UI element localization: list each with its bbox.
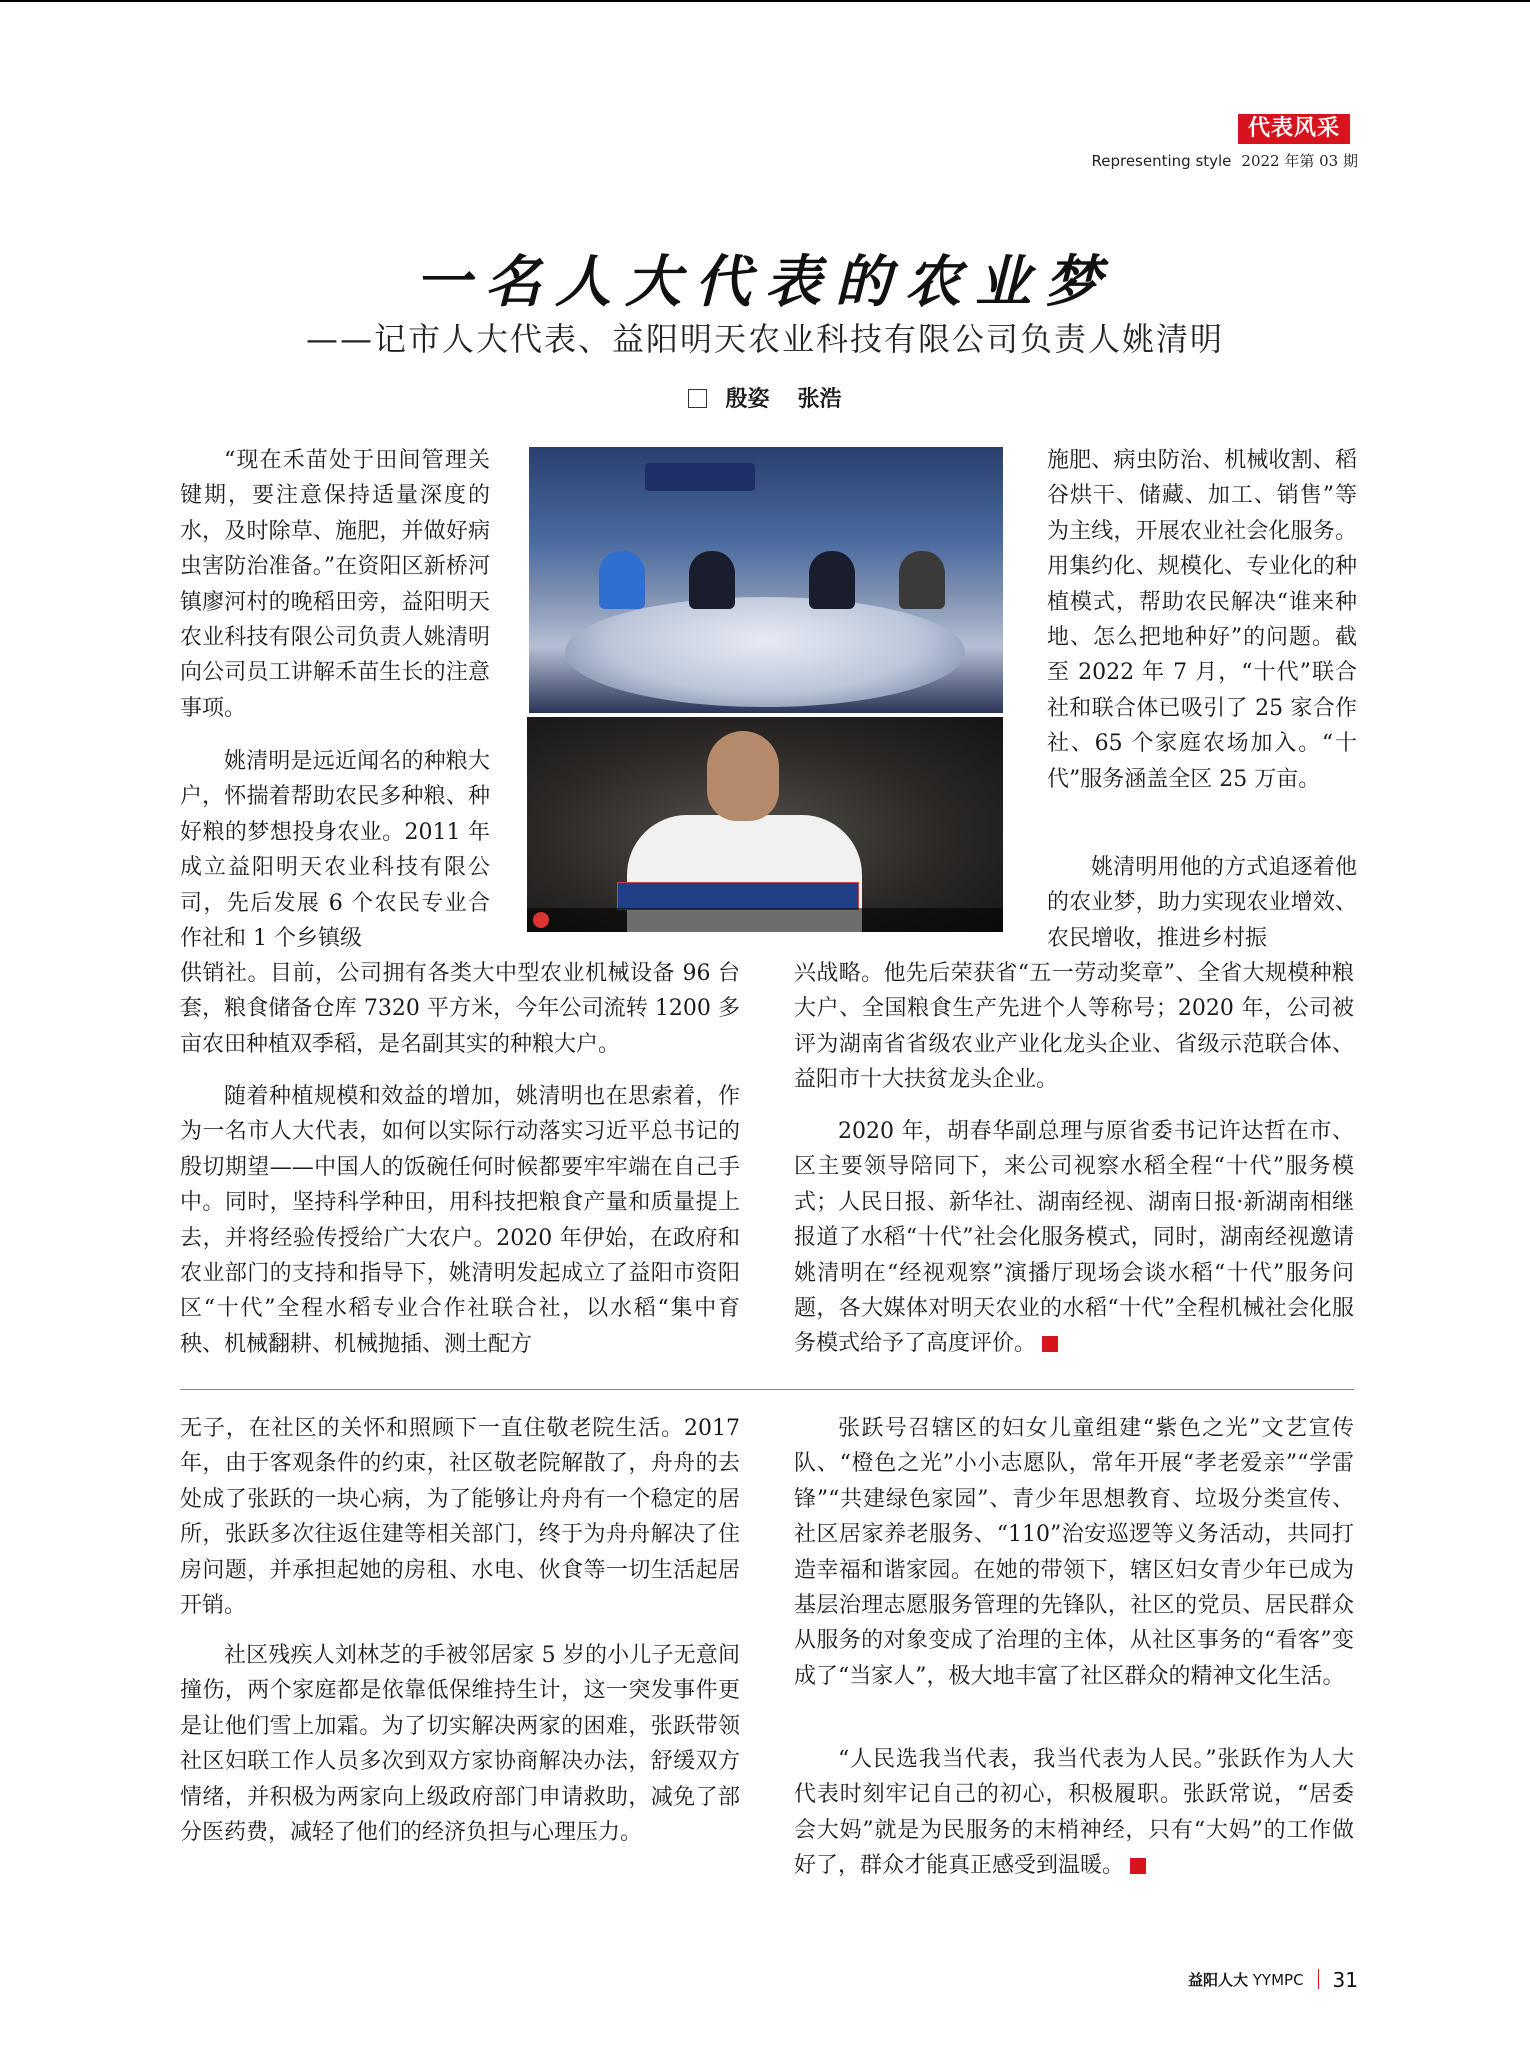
footer-brand: 益阳人大 [1187, 1971, 1248, 1989]
paragraph-visit [794, 1114, 1354, 1362]
byline [0, 382, 1530, 413]
end-mark-icon [1130, 1858, 1146, 1874]
page-footer [1188, 1968, 1358, 1992]
guest-figure [809, 551, 855, 609]
paragraph-service: 施肥、病虫防治、机械收割、稻谷烘干、储藏、加工、销售”等为主线，开展农业社会化服务。用集约化、规模化、专业化的种植模式，帮助农民解决“谁来种地、怎么把地种好”的问题。截至 2022 年 7 月，“十代”联合社和联合体已吸引了 25 家合作社、65 个家庭农场加入。“十代”服务涵盖全区 25 万亩。 [1047, 448, 1357, 792]
paragraph-background: 姚清明是远近闻名的种粮大户，怀揣着帮助农民多种粮、种好粮的梦想投身农业。2011 年成立益阳明天农业科技有限公司，先后发展 6 个农民专业合作社和 1 个乡镇级 [180, 749, 490, 952]
top-rule [0, 0, 1530, 2]
paragraph-intro: “现在禾苗处于田间管理关键期，要注意保持适量深度的水，及时除草、施肥，并做好病虫害防治准备。”在资阳区新桥河镇廖河村的晚稻田旁，益阳明天农业科技有限公司负责人姚清明向公司员工讲解禾苗生长的注意事项。 [180, 448, 490, 721]
issue-number: 2022 年第 03 期 [1241, 152, 1358, 170]
section-divider [180, 1389, 1354, 1390]
article-subtitle: ——记市人大代表、益阳明天农业科技有限公司负责人姚清明 [305, 320, 1224, 358]
interview-photo [527, 717, 1003, 932]
paragraph-dream: 姚清明用他的方式追逐着他的农业梦，助力实现农业增效、农民增收，推进乡村振 [1047, 855, 1357, 951]
author-1: 殷姿 [725, 387, 770, 412]
paragraph-visit-text: 2020 年，胡春华副总理与原省委书记许达哲在市、区主要领导陪同下，来公司视察水稻全程“十代”服务模式；人民日报、新华社、湖南经视、湖南日报·新湖南相继报道了水稻“十代”社会化服务模式，同时，湖南经视邀请姚清明在“经视观察”演播厅现场会谈水稻“十代”服务问题，各大媒体对明天农业的水稻“十代”全程机械社会化服务模式给予了高度评价。 [794, 1119, 1354, 1357]
paragraph-supply: 供销社。目前，公司拥有各类大中型农业机械设备 96 台套，粮食储备仓库 7320 平方米，今年公司流转 1200 多亩农田种植双季稻，是名副其实的种粮大户。 [180, 961, 740, 1057]
page-number: 31 [1332, 1968, 1358, 1992]
paragraph-closing [794, 1742, 1354, 1884]
footer-separator [1318, 1969, 1319, 1989]
tv-studio-photo [529, 447, 1003, 713]
paragraph-closing-text: “人民选我当代表，我当代表为人民。”张跃作为人大代表时刻牢记自己的初心，积极履职。张跃常说，“居委会大妈”就是为民服务的末梢神经，只有“大妈”的工作做好了，群众才能真正感受到温暖。 [794, 1747, 1354, 1879]
article-title: 一名人大代表的农业梦 [415, 249, 1115, 315]
end-mark-icon [1042, 1336, 1058, 1352]
video-control-bar [527, 908, 1003, 932]
section-en: Representing style [1091, 152, 1232, 170]
section-tag: 代表风采 [1238, 114, 1350, 144]
paragraph-liulinzhi: 社区残疾人刘林芝的手被邻居家 5 岁的小儿子无意间撞伤，两个家庭都是依靠低保维持生计，这一突发事件更是让他们雪上加霜。为了切实解决两家的困难，张跃带领社区妇联工作人员多次到双方家协商解决办法，舒缓双方情绪，并积极为两家向上级政府部门申请救助，减免了部分医药费，减轻了他们的经济负担与心理压力。 [180, 1643, 740, 1846]
play-icon [533, 912, 549, 928]
author-2: 张浩 [797, 387, 842, 412]
footer-brand-en: YYMPC [1252, 1971, 1304, 1989]
paragraph-honors: 兴战略。他先后荣获省“五一劳动奖章”、全省大规模种粮大户、全国粮食生产先进个人等称号；2020 年，公司被评为湖南省省级农业产业化龙头企业、省级示范联合体、益阳市十大扶贫龙头企业。 [794, 961, 1354, 1093]
guest-figure [599, 551, 645, 609]
tv-caption-bar [617, 882, 859, 910]
square-outline-icon [688, 389, 707, 408]
studio-logo [645, 463, 755, 491]
paragraph-zhouzhou: 无子，在社区的关怀和照顾下一直住敬老院生活。2017 年，由于客观条件的约束，社区敬老院解散了，舟舟的去处成了张跃的一块心病，为了能够让舟舟有一个稳定的居所，张跃多次往返住建等相关部门，终于为舟舟解决了住房问题，并承担起她的房租、水电、伙食等一切生活起居开销。 [180, 1416, 740, 1619]
guest-figure [689, 551, 735, 609]
paragraph-reflection: 随着种植规模和效益的增加，姚清明也在思索着，作为一名市人大代表，如何以实际行动落实习近平总书记的殷切期望——中国人的饭碗任何时候都要牢牢端在自己手中。同时，坚持科学种田，用科技把粮食产量和质量提上去，并将经验传授给广大农户。2020 年伊始，在政府和农业部门的支持和指导下，姚清明发起成立了益阳市资阳区“十代”全程水稻专业合作社联合社，以水稻“集中育秧、机械翻耕、机械抛插、测土配方 [180, 1084, 740, 1357]
guest-figure [899, 551, 945, 609]
interviewee-head [707, 731, 779, 821]
issue-line [1091, 150, 1358, 171]
paragraph-volunteers: 张跃号召辖区的妇女儿童组建“紫色之光”文艺宣传队、“橙色之光”小小志愿队，常年开展“孝老爱亲”“学雷锋”“共建绿色家园”、青少年思想教育、垃圾分类宣传、社区居家养老服务、“110”治安巡逻等义务活动，共同打造幸福和谐家园。在她的带领下，辖区妇女青少年已成为基层治理志愿服务管理的先锋队，社区的党员、居民群众从服务的对象变成了治理的主体，从社区事务的“看客”变成了“当家人”，极大地丰富了社区群众的精神文化生活。 [794, 1416, 1354, 1689]
studio-desk [565, 597, 965, 707]
